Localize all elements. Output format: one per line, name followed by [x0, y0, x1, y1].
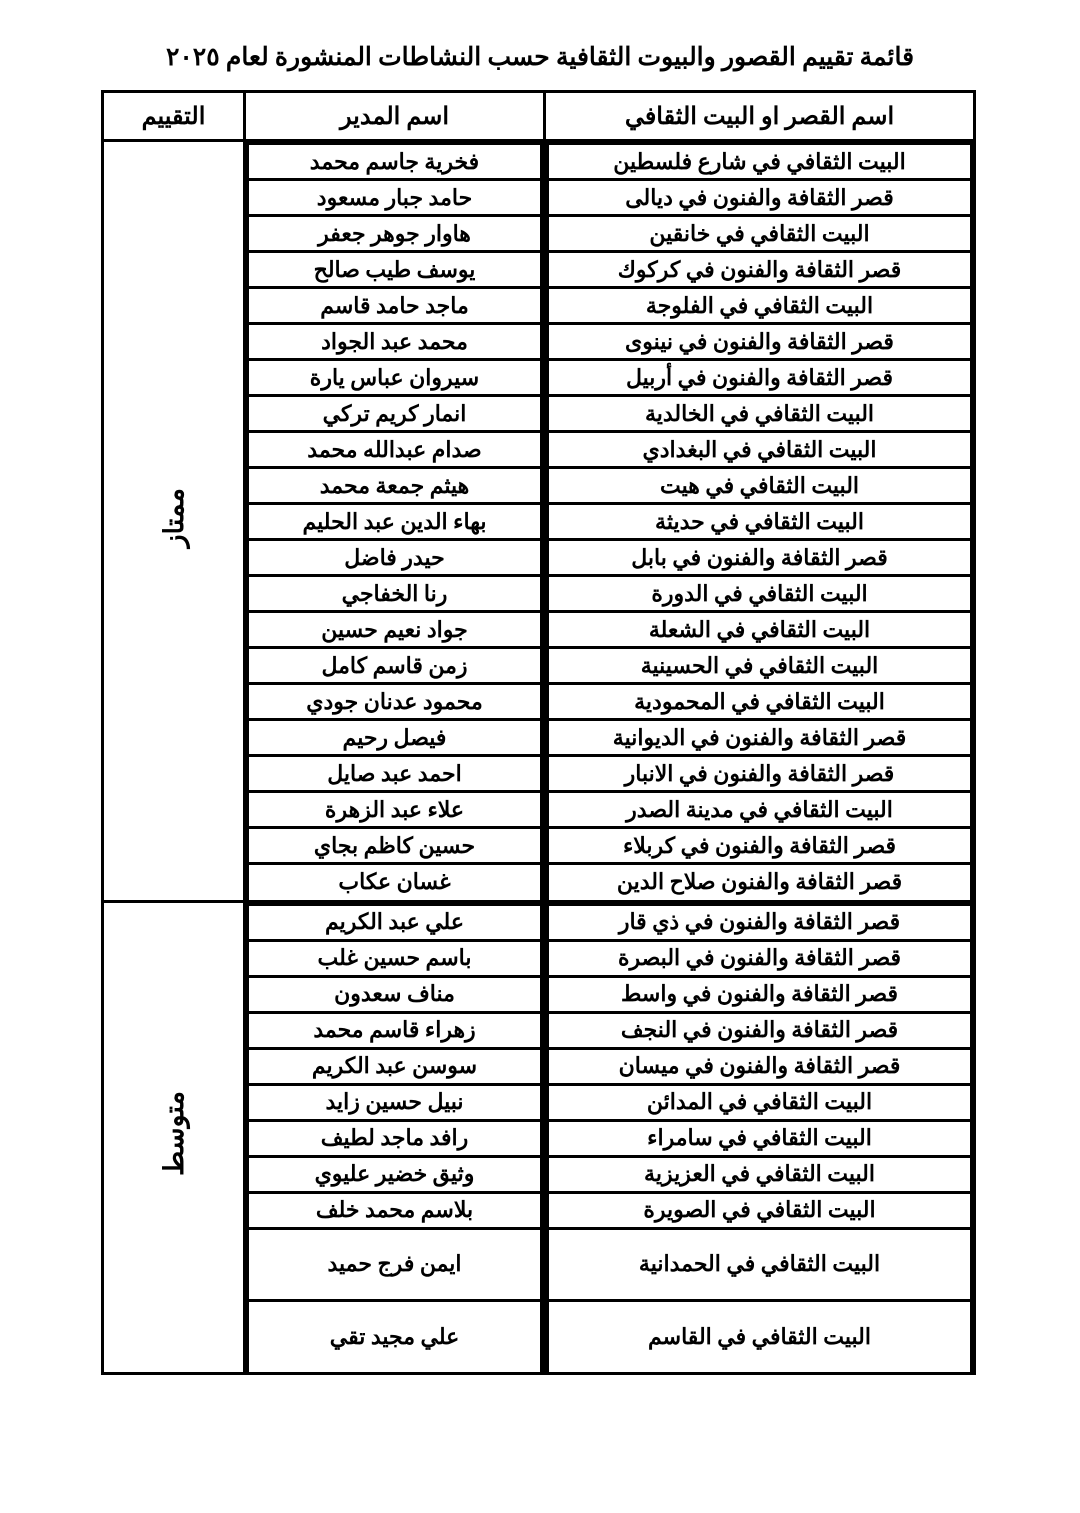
cell-manager: سيروان عباس يارة [248, 360, 542, 396]
table-row [248, 252, 542, 288]
table-row [248, 792, 542, 828]
table-row [248, 940, 542, 976]
cell-manager: رافد ماجد لطيف [248, 1120, 542, 1156]
cell-name: قصر الثقافة والفنون في النجف [548, 1012, 972, 1048]
cell-manager: فخرية جاسم محمد [248, 144, 542, 180]
cell-manager: علي عبد الكريم [248, 904, 542, 940]
table-row [548, 1120, 972, 1156]
table-row [248, 576, 542, 612]
cell-name: البيت الثقافي في حديثة [548, 504, 972, 540]
rating-label: متوسط [158, 1091, 189, 1177]
cell-manager: علاء عبد الزهرة [248, 792, 542, 828]
cell-manager: علي مجيد تقي [248, 1300, 542, 1372]
cell-manager: حيدر فاضل [248, 540, 542, 576]
cell-name: قصر الثقافة والفنون في نينوى [548, 324, 972, 360]
table-group-excellent [103, 141, 975, 902]
cell-name: قصر الثقافة والفنون في بابل [548, 540, 972, 576]
table-row [248, 216, 542, 252]
table-row [548, 180, 972, 216]
cell-manager: محمد عبد الجواد [248, 324, 542, 360]
header-rating: التقييم [103, 92, 245, 141]
table-row [248, 1192, 542, 1228]
cell-name: قصر الثقافة والفنون في الديوانية [548, 720, 972, 756]
table-row [548, 904, 972, 940]
cell-name: البيت الثقافي في شارع فلسطين [548, 144, 972, 180]
cell-name: البيت الثقافي في مدينة الصدر [548, 792, 972, 828]
cell-name: قصر الثقافة والفنون صلاح الدين [548, 864, 972, 900]
table-row [248, 828, 542, 864]
cell-name: البيت الثقافي في هيت [548, 468, 972, 504]
group-managers-cell [245, 901, 545, 1374]
header-manager: اسم المدير [245, 92, 545, 141]
cell-manager: جواد نعيم حسين [248, 612, 542, 648]
table-row [548, 360, 972, 396]
cell-name: البيت الثقافي في المدائن [548, 1084, 972, 1120]
table-row [548, 1300, 972, 1372]
cell-manager: محمود عدنان جودي [248, 684, 542, 720]
cell-name: البيت الثقافي في البغدادي [548, 432, 972, 468]
table-group-average [103, 901, 975, 1374]
cell-name: قصر الثقافة والفنون في البصرة [548, 940, 972, 976]
table-row [248, 976, 542, 1012]
group1-name-list [546, 142, 973, 900]
table-row [248, 904, 542, 940]
table-row [548, 432, 972, 468]
cell-name: البيت الثقافي في المحمودية [548, 684, 972, 720]
cell-manager: وثيق خضير عليوي [248, 1156, 542, 1192]
table-row [548, 216, 972, 252]
table-row [548, 1084, 972, 1120]
page-title: قائمة تقييم القصور والبيوت الثقافية حسب النشاطات المنشورة لعام ٢٠٢٥ [165, 44, 915, 71]
table-row [248, 324, 542, 360]
table-row [548, 1192, 972, 1228]
cell-manager: احمد عبد صايل [248, 756, 542, 792]
table-row [248, 288, 542, 324]
table-row [548, 648, 972, 684]
cell-manager: سوسن عبد الكريم [248, 1048, 542, 1084]
cell-manager: باسم حسين غلب [248, 940, 542, 976]
cell-manager: ماجد حامد قاسم [248, 288, 542, 324]
group-rating-excellent [103, 141, 245, 902]
cell-manager: بلاسم محمد خلف [248, 1192, 542, 1228]
table-row [548, 1156, 972, 1192]
cell-manager: زهراء قاسم محمد [248, 1012, 542, 1048]
cell-manager: يوسف طيب صالح [248, 252, 542, 288]
table-row [548, 684, 972, 720]
table-header-row [103, 92, 975, 141]
cell-name: البيت الثقافي في القاسم [548, 1300, 972, 1372]
table-row [248, 540, 542, 576]
table-row [248, 864, 542, 900]
cell-name: قصر الثقافة والفنون في كربلاء [548, 828, 972, 864]
group2-manager-list [246, 903, 543, 1373]
table-row [548, 864, 972, 900]
table-row [548, 612, 972, 648]
table-row [248, 1120, 542, 1156]
cell-manager: انمار كريم تركي [248, 396, 542, 432]
table-row [248, 1300, 542, 1372]
table-row [248, 1084, 542, 1120]
table-row [248, 360, 542, 396]
cell-name: البيت الثقافي في الشعلة [548, 612, 972, 648]
table-row [248, 468, 542, 504]
cell-manager: حامد جبار مسعود [248, 180, 542, 216]
table-row [248, 648, 542, 684]
table-row [548, 504, 972, 540]
table-row [548, 756, 972, 792]
table-row [548, 976, 972, 1012]
cell-name: قصر الثقافة والفنون في كركوك [548, 252, 972, 288]
group-names-cell [545, 901, 975, 1374]
cell-name: قصر الثقافة والفنون في ذي قار [548, 904, 972, 940]
cell-manager: هاوار جوهر جعفر [248, 216, 542, 252]
cell-manager: صدام عبدالله محمد [248, 432, 542, 468]
table-row [548, 1228, 972, 1300]
table-row [548, 576, 972, 612]
evaluation-table-wrapper [104, 90, 976, 1375]
cell-name: البيت الثقافي في الصويرة [548, 1192, 972, 1228]
cell-manager: مناف سعدون [248, 976, 542, 1012]
cell-name: البيت الثقافي في الدورة [548, 576, 972, 612]
cell-name: البيت الثقافي في خانقين [548, 216, 972, 252]
cell-manager: نبيل حسين زايد [248, 1084, 542, 1120]
table-row [548, 468, 972, 504]
cell-manager: زمن قاسم كامل [248, 648, 542, 684]
table-row [248, 684, 542, 720]
table-row [548, 828, 972, 864]
cell-manager: ايمن فرج حميد [248, 1228, 542, 1300]
rating-label: ممتاز [158, 487, 189, 547]
cell-name: قصر الثقافة والفنون في الانبار [548, 756, 972, 792]
cell-name: قصر الثقافة والفنون في ميسان [548, 1048, 972, 1084]
table-row [248, 756, 542, 792]
table-row [548, 540, 972, 576]
table-row [248, 180, 542, 216]
table-row [548, 144, 972, 180]
cell-name: البيت الثقافي في الحمدانية [548, 1228, 972, 1300]
table-row [248, 612, 542, 648]
group1-manager-list [246, 142, 543, 900]
cell-manager: بهاء الدين عبد الحليم [248, 504, 542, 540]
cell-manager: رنا الخفاجي [248, 576, 542, 612]
cell-manager: فيصل رحيم [248, 720, 542, 756]
table-row [548, 1048, 972, 1084]
cell-name: قصر الثقافة والفنون في ديالى [548, 180, 972, 216]
group-managers-cell [245, 141, 545, 902]
header-name: اسم القصر او البيت الثقافي [545, 92, 975, 141]
cell-name: قصر الثقافة والفنون في واسط [548, 976, 972, 1012]
table-row [548, 720, 972, 756]
table-row [248, 1156, 542, 1192]
cell-name: البيت الثقافي في الخالدية [548, 396, 972, 432]
table-row [248, 1012, 542, 1048]
cell-manager: حسين كاظم بجاي [248, 828, 542, 864]
cell-manager: هيثم جمعة محمد [248, 468, 542, 504]
cell-name: البيت الثقافي في الحسينية [548, 648, 972, 684]
cell-manager: غسان عكاب [248, 864, 542, 900]
table-row [548, 940, 972, 976]
table-row [248, 144, 542, 180]
table-row [548, 288, 972, 324]
table-row [248, 1228, 542, 1300]
table-row [248, 504, 542, 540]
table-row [548, 324, 972, 360]
group2-name-list [546, 903, 973, 1373]
cell-name: البيت الثقافي في سامراء [548, 1120, 972, 1156]
table-row [248, 720, 542, 756]
evaluation-table [101, 90, 976, 1375]
table-row [548, 1012, 972, 1048]
group-names-cell [545, 141, 975, 902]
group-rating-average [103, 901, 245, 1374]
cell-name: البيت الثقافي في العزيزية [548, 1156, 972, 1192]
table-row [248, 396, 542, 432]
table-row [248, 1048, 542, 1084]
table-row [548, 396, 972, 432]
table-row [548, 792, 972, 828]
cell-name: قصر الثقافة والفنون في أربيل [548, 360, 972, 396]
cell-name: البيت الثقافي في الفلوجة [548, 288, 972, 324]
table-row [248, 432, 542, 468]
table-row [548, 252, 972, 288]
